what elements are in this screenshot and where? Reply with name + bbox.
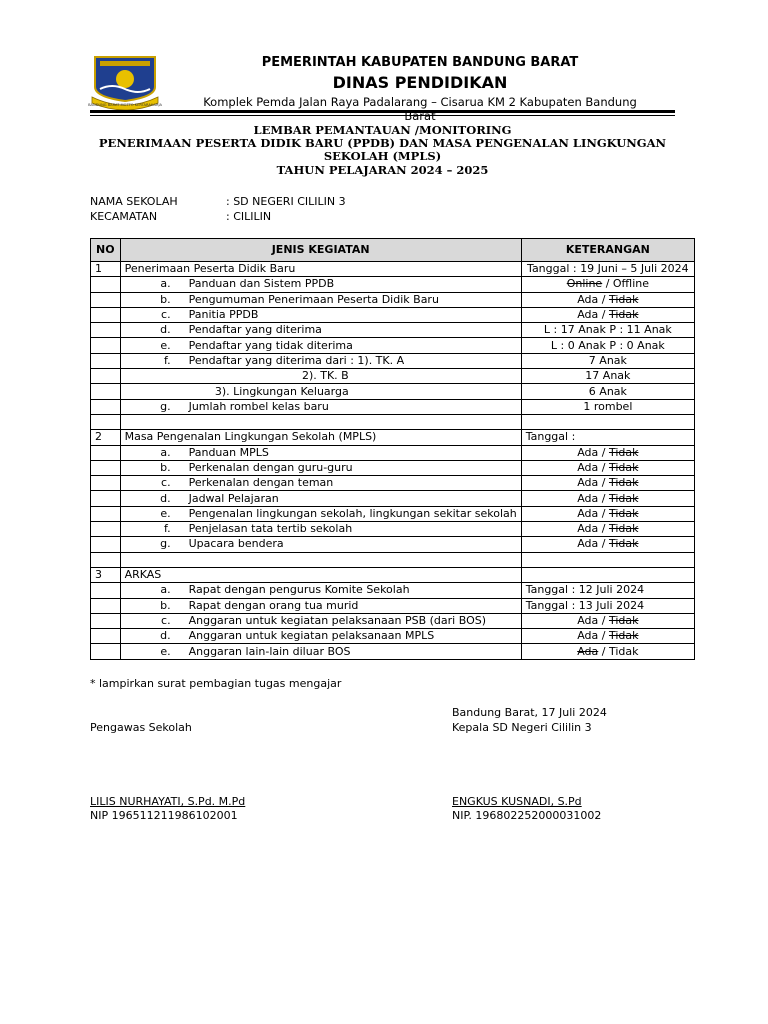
table-row	[91, 644, 695, 659]
item-text: Pendaftar yang tidak diterima	[188, 338, 353, 352]
item-letter: d.	[160, 629, 171, 643]
table-row	[91, 353, 695, 368]
table-row	[91, 338, 695, 353]
supervisor-nip: NIP 196511211986102001	[90, 809, 238, 822]
row-activity: Penerimaan Peserta Didik Baru	[120, 262, 521, 277]
item-text: Jumlah rombel kelas baru	[188, 399, 329, 413]
table-row	[91, 292, 695, 307]
row-remark	[521, 292, 694, 307]
remark-text: 17 Anak	[585, 369, 631, 383]
remark-struck: Tidak	[608, 613, 639, 627]
row-number	[91, 491, 121, 506]
row-activity: ARKAS	[120, 567, 521, 582]
attachment-note: * lampirkan surat pembagian tugas mengajar	[90, 677, 342, 690]
district-label: KECAMATAN	[90, 210, 158, 223]
remark-text: Ada /	[577, 613, 609, 627]
letterhead-address: Komplek Pemda Jalan Raya Padalarang – Cisarua KM 2 Kabupaten Bandung Barat	[203, 95, 637, 123]
item-letter: a.	[160, 445, 171, 459]
row-remark	[521, 537, 694, 552]
row-number	[91, 537, 121, 552]
row-remark	[521, 506, 694, 521]
table-row	[91, 369, 695, 384]
table-row	[91, 445, 695, 460]
row-activity	[120, 460, 521, 475]
row-activity	[120, 644, 521, 659]
item-text: Anggaran untuk kegiatan pelaksanaan MPLS	[188, 629, 435, 643]
item-text: Jadwal Pelajaran	[188, 491, 279, 505]
row-number	[91, 414, 121, 429]
row-remark	[521, 476, 694, 491]
row-activity: Masa Pengenalan Lingkungan Sekolah (MPLS)	[120, 430, 521, 445]
table-row	[91, 491, 695, 506]
item-letter: f.	[164, 522, 171, 536]
doc-title-line2: PENERIMAAN PESERTA DIDIK BARU (PPDB) DAN MASA PENGENALAN LINGKUNGAN	[98, 136, 667, 150]
row-remark	[521, 491, 694, 506]
letterhead-rule-thin	[90, 115, 675, 116]
remark-text: Tanggal : 12 Juli 2024	[525, 583, 645, 597]
remark-struck: Tidak	[608, 461, 639, 474]
row-number	[91, 384, 121, 399]
row-remark	[521, 430, 694, 445]
supervisor-role: Pengawas Sekolah	[90, 721, 192, 734]
row-activity: 3). Lingkungan Keluarga	[120, 384, 521, 399]
item-text: Panduan MPLS	[188, 445, 269, 459]
remark-text: Ada /	[577, 308, 609, 322]
row-number	[91, 277, 121, 292]
row-remark	[521, 613, 694, 628]
row-number	[91, 292, 121, 307]
row-number	[91, 629, 121, 644]
remark-text: Tanggal : 13 Juli 2024	[525, 598, 645, 612]
item-letter: b.	[160, 461, 171, 474]
row-number	[91, 598, 121, 613]
item-text: Pendaftar yang diterima	[188, 323, 322, 337]
table-row	[91, 460, 695, 475]
row-activity	[120, 506, 521, 521]
doc-title-line3: SEKOLAH (MPLS)	[323, 149, 442, 163]
row-number: 1	[91, 262, 121, 277]
remark-struck: Tidak	[608, 506, 639, 520]
remark-text: Tanggal :	[525, 430, 576, 444]
remark-text: / Offline	[602, 277, 649, 291]
row-activity	[120, 353, 521, 368]
item-text: Penjelasan tata tertib sekolah	[188, 522, 353, 536]
row-number	[91, 583, 121, 598]
item-letter: a.	[160, 583, 171, 597]
remark-text: / Tidak	[598, 644, 639, 658]
table-row	[91, 262, 695, 277]
table-row	[91, 598, 695, 613]
row-remark	[521, 369, 694, 384]
row-remark	[521, 567, 694, 582]
remark-struck: Tidak	[608, 629, 639, 643]
remark-text: Ada /	[577, 445, 609, 459]
principal-nip: NIP. 196802252000031002	[452, 809, 602, 822]
table-row	[91, 384, 695, 399]
row-remark	[521, 323, 694, 338]
row-remark	[521, 307, 694, 322]
school-label: NAMA SEKOLAH	[90, 195, 178, 208]
table-row	[91, 399, 695, 414]
school-value: : SD NEGERI CILILIN 3	[226, 195, 346, 208]
remark-struck: Tidak	[608, 491, 639, 505]
remark-struck: Tidak	[608, 537, 639, 551]
principal-role: Kepala SD Negeri Cililin 3	[452, 721, 592, 734]
row-activity	[120, 583, 521, 598]
row-activity	[120, 552, 521, 567]
remark-text: Ada /	[577, 292, 609, 306]
principal-name: ENGKUS KUSNADI, S.Pd	[452, 795, 582, 808]
row-remark	[521, 399, 694, 414]
item-text: Anggaran lain-lain diluar BOS	[188, 644, 351, 658]
doc-title-line1: LEMBAR PEMANTAUAN /MONITORING	[253, 123, 512, 137]
row-remark	[521, 583, 694, 598]
item-letter: d.	[160, 323, 171, 337]
row-remark	[521, 277, 694, 292]
remark-text: Ada /	[577, 491, 609, 505]
remark-text: Ada /	[577, 476, 609, 490]
table-row	[91, 629, 695, 644]
table-row	[91, 323, 695, 338]
doc-title-line4: TAHUN PELAJARAN 2024 – 2025	[276, 163, 489, 177]
remark-struck: Tidak	[608, 308, 639, 322]
row-number	[91, 353, 121, 368]
remark-text: 1 rombel	[583, 399, 633, 413]
table-row	[91, 613, 695, 628]
monitoring-table	[90, 238, 695, 660]
item-text: Pengumuman Penerimaan Peserta Didik Baru	[188, 292, 439, 306]
row-activity	[120, 338, 521, 353]
row-remark	[521, 262, 694, 277]
header-keterangan: KETERANGAN	[521, 239, 694, 262]
letterhead-government: PEMERINTAH KABUPATEN BANDUNG BARAT	[261, 55, 579, 70]
item-text: Pendaftar yang diterima dari : 1). TK. A	[188, 353, 405, 367]
item-text: Perkenalan dengan guru-guru	[188, 461, 353, 474]
item-letter: b.	[160, 292, 171, 306]
table-row	[91, 277, 695, 292]
table-row	[91, 583, 695, 598]
row-number	[91, 399, 121, 414]
row-number	[91, 460, 121, 475]
item-letter: e.	[160, 506, 171, 520]
table-row	[91, 537, 695, 552]
remark-struck: Online	[566, 277, 603, 291]
row-remark	[521, 644, 694, 659]
row-number	[91, 506, 121, 521]
row-number	[91, 552, 121, 567]
row-remark	[521, 522, 694, 537]
regency-logo	[88, 53, 162, 111]
remark-struck: Tidak	[608, 445, 639, 459]
remark-struck: Tidak	[608, 522, 639, 536]
row-activity	[120, 629, 521, 644]
row-number	[91, 522, 121, 537]
row-number	[91, 323, 121, 338]
row-remark	[521, 552, 694, 567]
item-letter: c.	[161, 308, 171, 322]
row-number	[91, 613, 121, 628]
row-activity	[120, 537, 521, 552]
item-letter: e.	[160, 644, 171, 658]
item-text: Pengenalan lingkungan sekolah, lingkungan sekitar sekolah	[188, 506, 517, 520]
item-text: Perkenalan dengan teman	[188, 476, 334, 490]
item-letter: b.	[160, 598, 171, 612]
row-activity	[120, 445, 521, 460]
row-activity: 2). TK. B	[120, 369, 521, 384]
row-remark	[521, 598, 694, 613]
row-number	[91, 644, 121, 659]
item-text: Anggaran untuk kegiatan pelaksanaan PSB (dari BOS)	[188, 613, 487, 627]
remark-text: L : 0 Anak P : 0 Anak	[550, 338, 665, 352]
table-row	[91, 522, 695, 537]
remark-text: Ada /	[577, 461, 609, 474]
row-activity	[120, 277, 521, 292]
table-header-row	[91, 239, 695, 262]
table-row	[91, 567, 695, 582]
item-letter: d.	[160, 491, 171, 505]
item-text: Rapat dengan pengurus Komite Sekolah	[188, 583, 410, 597]
item-letter: g.	[160, 537, 171, 551]
row-remark	[521, 460, 694, 475]
district-value: : CILILIN	[226, 210, 272, 223]
row-activity	[120, 292, 521, 307]
item-letter: c.	[161, 613, 171, 627]
remark-struck: Tidak	[608, 292, 639, 306]
item-text: Rapat dengan orang tua murid	[188, 598, 359, 612]
row-activity	[120, 323, 521, 338]
row-activity	[120, 522, 521, 537]
header-no: NO	[91, 239, 121, 262]
row-number: 3	[91, 567, 121, 582]
row-remark	[521, 353, 694, 368]
item-text: Upacara bendera	[188, 537, 284, 551]
table-row	[91, 414, 695, 429]
item-text: Panitia PPDB	[188, 308, 259, 322]
row-number	[91, 369, 121, 384]
table-row	[91, 476, 695, 491]
remark-text: Ada /	[577, 537, 609, 551]
letterhead-rule-thick	[90, 110, 675, 113]
remark-struck: Tidak	[608, 476, 639, 490]
remark-text: Ada /	[577, 522, 609, 536]
row-remark	[521, 445, 694, 460]
item-letter: g.	[160, 399, 171, 413]
row-remark	[521, 384, 694, 399]
row-remark	[521, 629, 694, 644]
row-activity	[120, 399, 521, 414]
table-row	[91, 552, 695, 567]
row-activity	[120, 613, 521, 628]
table-row	[91, 506, 695, 521]
remark-struck: Ada	[577, 644, 599, 658]
row-remark	[521, 338, 694, 353]
row-activity	[120, 307, 521, 322]
remark-text: 7 Anak	[588, 353, 627, 367]
row-activity	[120, 491, 521, 506]
row-activity	[120, 476, 521, 491]
remark-text: Tanggal : 19 Juni – 5 Juli 2024	[527, 262, 689, 276]
row-number	[91, 338, 121, 353]
remark-text: L : 17 Anak P : 11 Anak	[543, 323, 672, 337]
header-kegiatan: JENIS KEGIATAN	[120, 239, 521, 262]
item-text: Panduan dan Sistem PPDB	[188, 277, 335, 291]
letterhead-agency: DINAS PENDIDIKAN	[332, 73, 508, 92]
remark-text: 6 Anak	[588, 384, 627, 398]
row-activity	[120, 598, 521, 613]
row-remark	[521, 414, 694, 429]
table-row	[91, 307, 695, 322]
item-letter: c.	[161, 476, 171, 490]
logo-banner-text: BANDUNG BARAT MOTTO KERTARAHARJA	[88, 103, 162, 107]
item-letter: f.	[164, 353, 171, 367]
row-number	[91, 307, 121, 322]
remark-text: Ada /	[577, 629, 609, 643]
row-number	[91, 476, 121, 491]
row-activity	[120, 414, 521, 429]
place-date: Bandung Barat, 17 Juli 2024	[452, 706, 607, 719]
item-letter: e.	[160, 338, 171, 352]
row-number	[91, 445, 121, 460]
table-row	[91, 430, 695, 445]
remark-text: Ada /	[577, 506, 609, 520]
item-letter: a.	[160, 277, 171, 291]
row-number: 2	[91, 430, 121, 445]
supervisor-name: LILIS NURHAYATI, S.Pd. M.Pd	[90, 795, 246, 808]
table-body	[91, 262, 695, 660]
